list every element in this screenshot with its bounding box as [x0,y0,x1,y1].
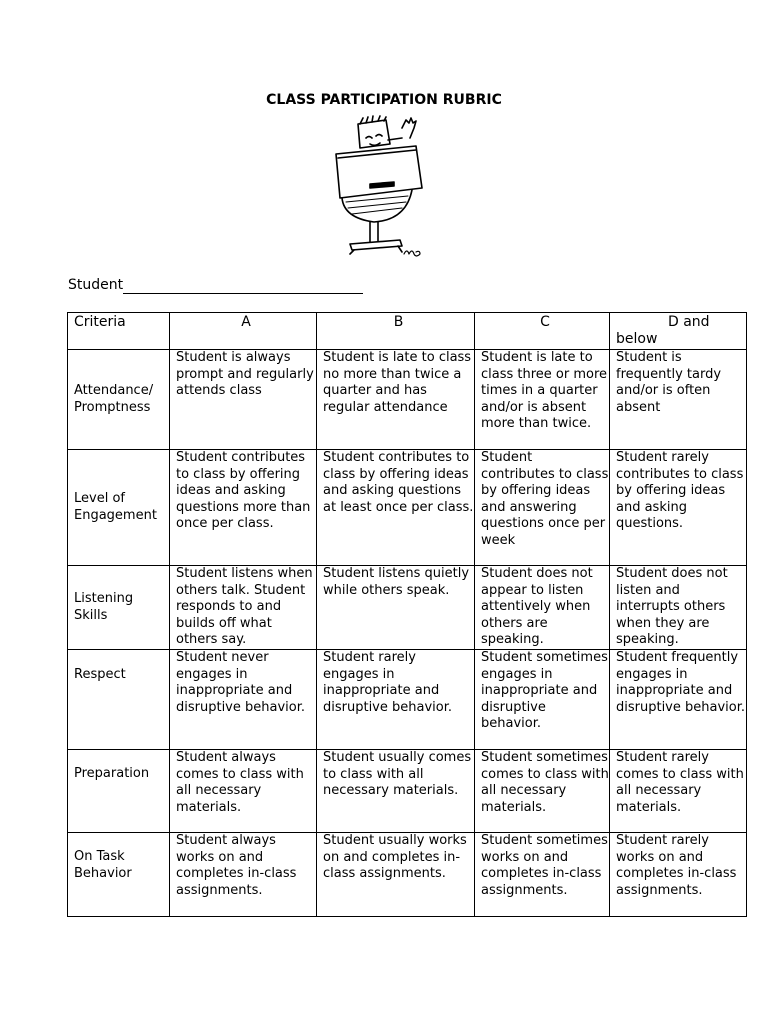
rubric-cell: Student sometimes engages in inappropriate and disruptive behavior. [475,650,610,750]
rubric-cell: Student listens quietly while others speak. [317,566,475,650]
rubric-cell: Student rarely engages in inappropriate and disruptive behavior. [317,650,475,750]
table-row [68,833,747,917]
criteria-cell: Attendance/ Promptness [68,350,170,450]
rubric-cell: Student listens when others talk. Student responds to and builds off what others say. [170,566,317,650]
rubric-cell: Student is frequently tardy and/or is often absent [610,350,747,450]
header-grade-a: A [170,313,317,350]
criteria-cell: Level of Engagement [68,450,170,566]
header-criteria: Criteria [68,313,170,350]
student-name-blank[interactable] [123,277,363,294]
rubric-cell: Student rarely comes to class with all necessary materials. [610,750,747,833]
rubric-cell: Student always comes to class with all necessary materials. [170,750,317,833]
page-title: CLASS PARTICIPATION RUBRIC [266,92,502,108]
rubric-cell: Student never engages in inappropriate and disruptive behavior. [170,650,317,750]
student-at-desk-drawing-icon [330,114,426,260]
rubric-cell: Student always works on and completes in-class assignments. [170,833,317,917]
rubric-cell: Student does not listen and interrupts others when they are speaking. [610,566,747,650]
header-grade-d: D and below [610,313,747,350]
table-row [68,566,747,650]
header-grade-b: B [317,313,475,350]
rubric-cell: Student sometimes works on and completes in-class assignments. [475,833,610,917]
rubric-cell: Student sometimes comes to class with all necessary materials. [475,750,610,833]
student-name-line [68,276,363,294]
rubric-cell: Student contributes to class by offering ideas and asking questions at least once per class. [317,450,475,566]
rubric-cell: Student usually works on and completes in-class assignments. [317,833,475,917]
rubric-cell: Student is late to class no more than twice a quarter and has regular attendance [317,350,475,450]
criteria-cell: On Task Behavior [68,833,170,917]
header-grade-c: C [475,313,610,350]
table-row [68,750,747,833]
criteria-cell: Listening Skills [68,566,170,650]
rubric-cell: Student contributes to class by offering ideas and answering questions once per week [475,450,610,566]
table-row [68,350,747,450]
rubric-cell: Student is always prompt and regularly attends class [170,350,317,450]
rubric-cell: Student rarely works on and completes in-class assignments. [610,833,747,917]
rubric-cell: Student contributes to class by offering ideas and asking questions more than once per class. [170,450,317,566]
rubric-cell: Student usually comes to class with all necessary materials. [317,750,475,833]
table-row [68,450,747,566]
rubric-table [67,312,747,917]
rubric-cell: Student is late to class three or more times in a quarter and/or is absent more than twice. [475,350,610,450]
criteria-cell: Respect [68,650,170,750]
rubric-cell: Student frequently engages in inappropriate and disruptive behavior. [610,650,747,750]
table-row [68,650,747,750]
rubric-cell: Student rarely contributes to class by offering ideas and asking questions. [610,450,747,566]
header-row [68,313,747,350]
rubric-cell: Student does not appear to listen attentively when others are speaking. [475,566,610,650]
student-label: Student [68,277,124,293]
criteria-cell: Preparation [68,750,170,833]
